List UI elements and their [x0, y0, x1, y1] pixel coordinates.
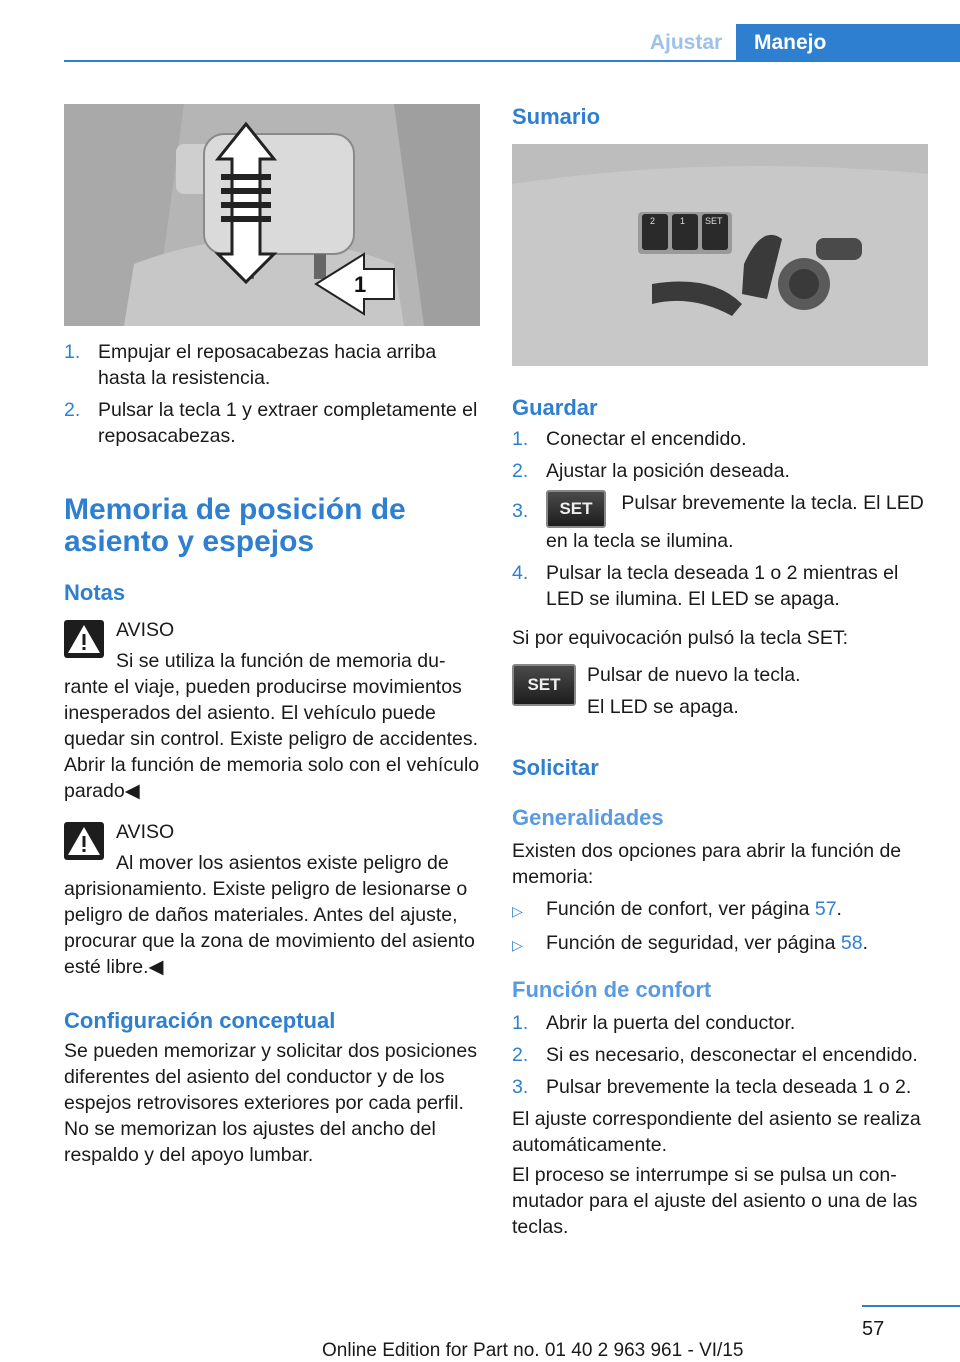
list-item: 1. Abrir la puerta del conductor. — [512, 1012, 796, 1034]
list-item: 2. Pulsar la tecla 1 y extraer completamente el reposacabezas. — [64, 399, 478, 447]
para-interrupcion: El proceso se interrumpe si se pulsa un conmutador para el ajuste del asiento o una de las teclas. — [512, 1164, 918, 1238]
footer-rule — [862, 1305, 960, 1307]
warning1-title: AVISO — [116, 619, 175, 641]
seat-controls-figure — [512, 144, 928, 366]
header-rule — [64, 60, 960, 62]
heading-guardar: Guardar — [512, 395, 598, 420]
bullet-triangle-icon: ▷ — [512, 937, 523, 953]
section-heading-memoria: Memoria de posición de asiento y espejos — [64, 493, 406, 558]
error-intro: Si por equivocación pulsó la tecla SET: — [512, 627, 849, 649]
list-item: 3. Pulsar brevemente la tecla deseada 1 o 2. — [512, 1076, 912, 1098]
heading-confort: Función de confort — [512, 977, 712, 1002]
warning2-text: Al mover los asientos existe peligro de aprisionamiento. Existe peligro de lesionarse o peligro de daños materiales. Antes del ajuste, procurar que la zona de movimiento del asiento esté libre.◀ — [64, 852, 475, 978]
error-line1: Pulsar de nuevo la tecla. — [587, 664, 801, 686]
page-number: 57 — [862, 1318, 885, 1340]
headrest-steps — [64, 339, 480, 449]
list-item: 2. Ajustar la posición deseada. — [512, 460, 790, 482]
list-item: 2. Si es necesario, desconectar el encendido. — [512, 1044, 918, 1066]
generalidades-text: Existen dos opciones para abrir la función de memoria: — [512, 840, 902, 888]
set-key-icon: SET — [546, 490, 606, 528]
list-item: 3. SET Pulsar brevemente la tecla. El LED en la tecla se ilumina. — [512, 492, 924, 552]
list-item: 1. Empujar el reposacabezas hacia arriba hasta la resistencia. — [64, 341, 437, 389]
headrest-figure — [64, 104, 480, 326]
set-key-icon: SET — [512, 664, 576, 706]
heading-generalidades: Generalidades — [512, 805, 664, 830]
page-link-58[interactable]: 58 — [840, 932, 863, 954]
edition-footer: Online Edition for Part no. 01 40 2 963 961 - VI/15 — [322, 1340, 744, 1361]
guardar-steps — [512, 426, 928, 612]
page-link-57[interactable]: 57 — [814, 898, 837, 920]
list-item: ▷ Función de confort, ver página 57. — [512, 896, 928, 922]
heading-notas: Notas — [64, 580, 126, 605]
list-item: ▷ Función de seguridad, ver página 58. — [512, 930, 928, 956]
warning1-text: Si se utiliza la función de memoria durante el viaje, pueden producirse movimientos inesperados del asiento. El vehículo puede quedar sin control. Existe peligro de accidentes. Abrir la función de memoria solo con el vehículo parado◀ — [64, 650, 480, 802]
error-line2: El LED se apaga. — [587, 696, 739, 718]
bullet-triangle-icon: ▷ — [512, 903, 523, 919]
config-text: Se pueden memorizar y solicitar dos posiciones diferentes del asiento del conductor y de los espejos retrovisores exteriores por cada perfil. No se memorizan los ajustes del ancho del respaldo y del apoyo lumbar. — [64, 1040, 477, 1166]
confort-steps — [512, 1010, 928, 1100]
heading-solicitar: Solicitar — [512, 755, 599, 780]
list-item: 1. Conectar el encendido. — [512, 428, 747, 450]
memory-key-2-label: 2 — [650, 216, 656, 226]
tab-manejo[interactable]: Manejo — [736, 24, 960, 62]
figure-callout: 1 — [354, 272, 367, 297]
para-ajuste: El ajuste correspondiente del asiento se realiza automáticamente. — [512, 1108, 921, 1156]
heading-sumario: Sumario — [512, 104, 601, 129]
tab-ajustar[interactable]: Ajustar — [649, 31, 723, 54]
options-list — [512, 896, 928, 956]
warning2-title: AVISO — [116, 821, 175, 843]
memory-key-1-label: 1 — [680, 216, 686, 226]
heading-config: Configuración conceptual — [64, 1008, 336, 1033]
set-key-label: SET — [705, 216, 723, 226]
list-item: 4. Pulsar la tecla deseada 1 o 2 mientras el LED se ilumina. El LED se apaga. — [512, 562, 899, 610]
